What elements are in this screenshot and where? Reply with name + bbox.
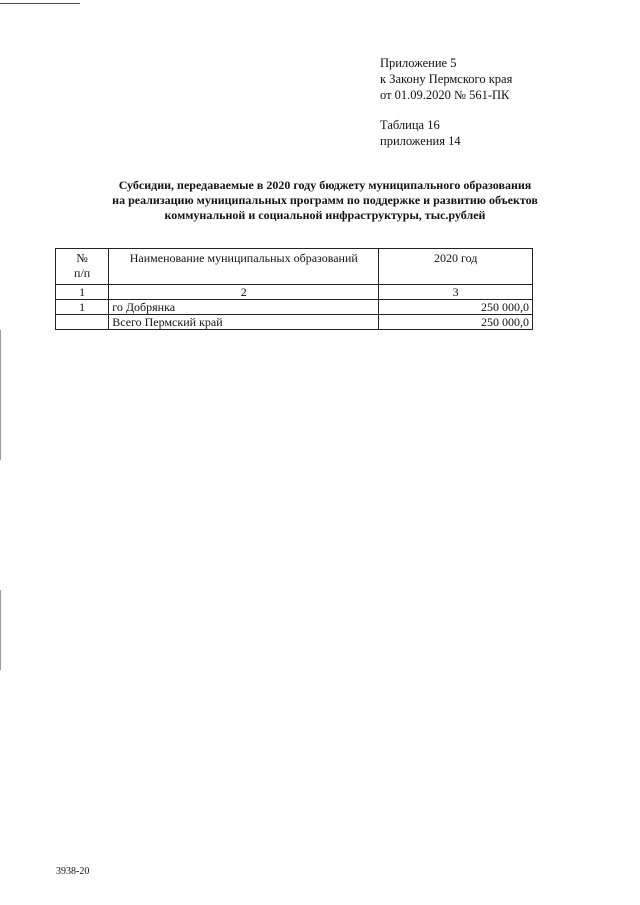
top-rule (0, 3, 80, 4)
table-reference (380, 117, 461, 149)
title-line: Субсидии, передаваемые в 2020 году бюджету муниципального образования (118, 178, 532, 192)
header-name: Наименование муниципальных образований (109, 249, 379, 285)
scan-edge-mark (0, 590, 1, 670)
row-number: 1 (56, 300, 109, 315)
table-ref-line: Таблица 16 (380, 118, 440, 132)
title-line: коммунальной и социальной инфраструктуры, тыс.рублей (164, 208, 486, 222)
table-row (56, 300, 533, 315)
appendix-line: к Закону Пермского края (380, 72, 513, 86)
header-number-abbr: п/п (74, 266, 91, 280)
table-ref-line: приложения 14 (380, 134, 461, 148)
scan-edge-mark (0, 330, 1, 460)
appendix-line: от 01.09.2020 № 561-ПК (380, 88, 510, 102)
appendix-line: Приложение 5 (380, 56, 457, 70)
appendix-reference (380, 55, 512, 103)
subsidy-table (55, 248, 533, 330)
header-number-symbol: № (76, 251, 88, 265)
column-index: 3 (379, 285, 533, 300)
row-value: 250 000,0 (379, 300, 533, 315)
table-header-row (56, 249, 533, 285)
header-number (56, 249, 109, 285)
document-title (60, 178, 590, 223)
row-municipality: го Добрянка (109, 300, 379, 315)
column-index: 2 (109, 285, 379, 300)
total-row (56, 315, 533, 330)
total-number (56, 315, 109, 330)
header-year: 2020 год (379, 249, 533, 285)
column-index-row (56, 285, 533, 300)
total-label: Всего Пермский край (109, 315, 379, 330)
document-code: 3938-20 (56, 866, 90, 877)
column-index: 1 (56, 285, 109, 300)
title-line: на реализацию муниципальных программ по поддержке и развитию объектов (112, 193, 538, 207)
total-value: 250 000,0 (379, 315, 533, 330)
